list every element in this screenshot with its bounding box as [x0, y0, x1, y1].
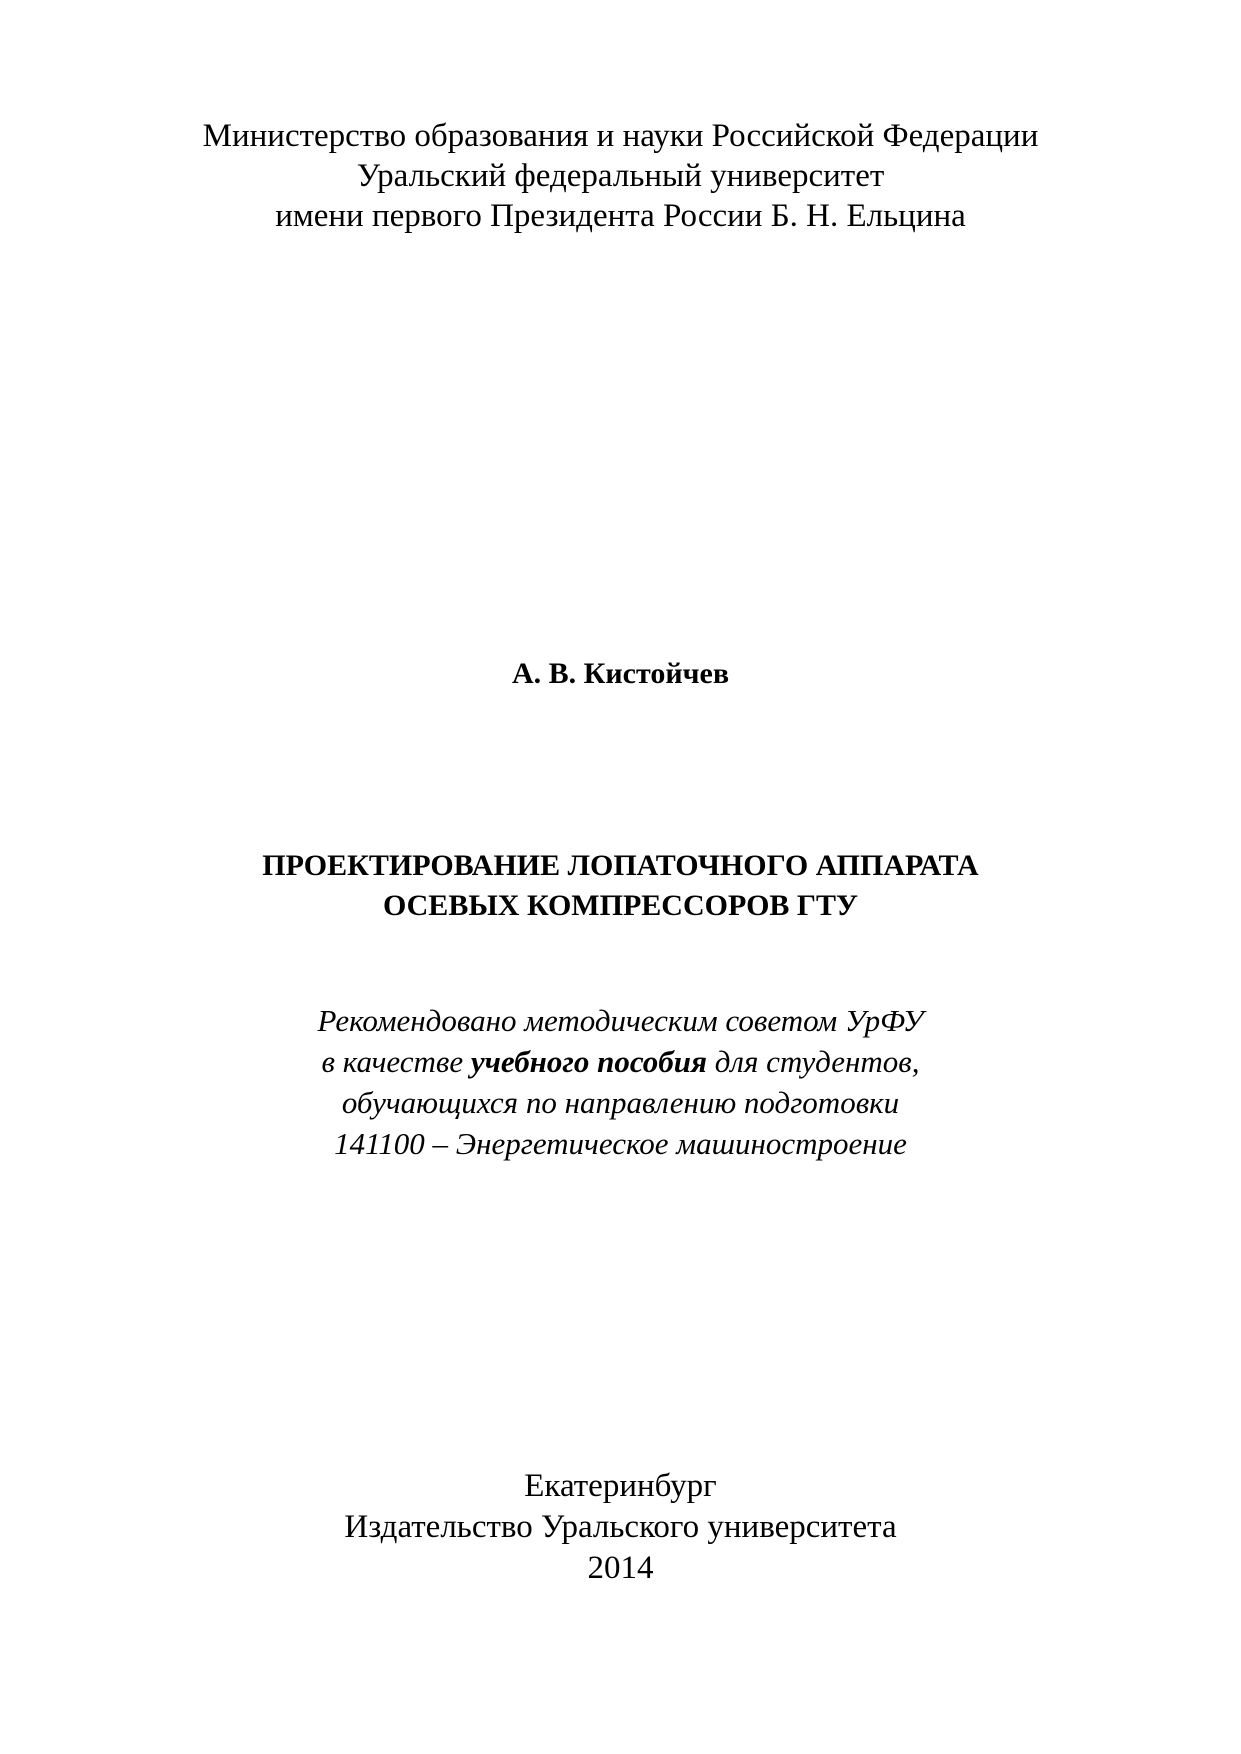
imprint: [0, 1466, 1241, 1589]
recommendation-note: [0, 1000, 1241, 1164]
title-line-1: ПРОЕКТИРОВАНИЕ ЛОПАТОЧНОГО АППАРАТА: [262, 849, 979, 882]
recommendation-line-2-end: для студентов,: [707, 1044, 920, 1079]
recommendation-line-2: [0, 1041, 1241, 1082]
book-title: [0, 846, 1241, 926]
institution-header: [0, 116, 1241, 236]
author: [0, 656, 1241, 692]
recommendation-line-3: обучающихся по направлению подготовки: [341, 1085, 900, 1120]
university-line: Уральский федеральный университет: [356, 158, 885, 194]
imprint-city: Екатеринбург: [524, 1468, 717, 1504]
university-name-line: имени первого Президента России Б. Н. Ельцина: [275, 198, 966, 234]
recommendation-line-2-start: в качестве: [321, 1044, 471, 1079]
recommendation-line-1: Рекомендовано методическим советом УрФУ: [317, 1003, 924, 1038]
title-line-2: ОСЕВЫХ КОМПРЕССОРОВ ГТУ: [382, 889, 859, 922]
author-name: А. В. Кистойчев: [511, 657, 730, 690]
imprint-publisher: Издательство Уральского университета: [344, 1509, 897, 1545]
recommendation-line-4: 141100 – Энергетическое машиностроение: [334, 1126, 907, 1161]
imprint-year: 2014: [587, 1550, 654, 1586]
recommendation-emphasis: учебного пособия: [470, 1044, 707, 1079]
ministry-line: Министерство образования и науки Российской Федерации: [202, 118, 1039, 154]
